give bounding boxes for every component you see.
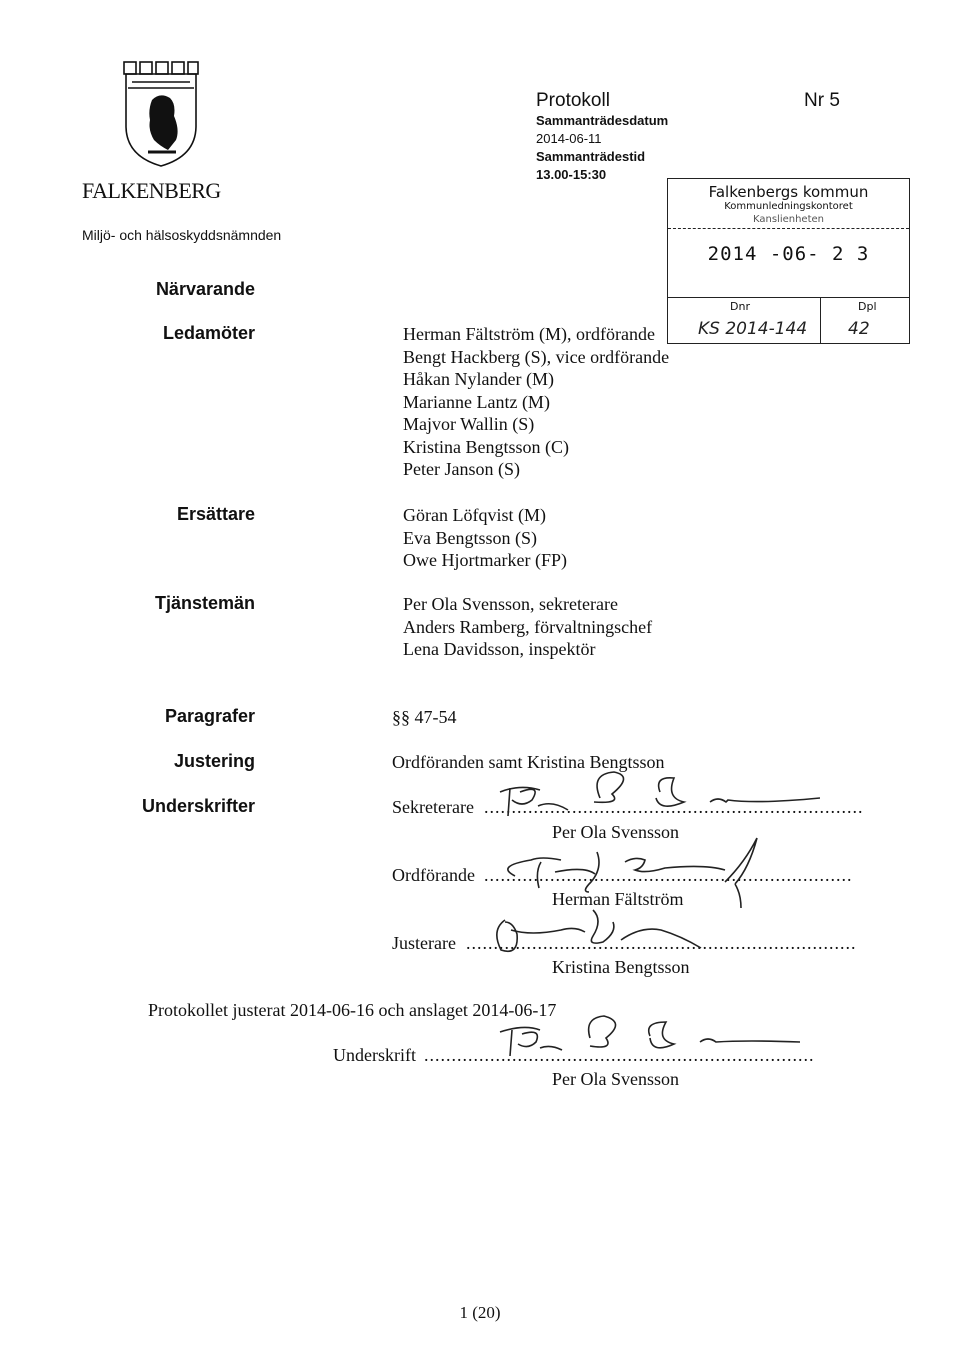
underskrift-name: Per Ola Svensson xyxy=(552,1069,679,1089)
department-name: Miljö- och hälsoskyddsnämnden xyxy=(82,227,282,243)
signature-line: ..................................................................... xyxy=(484,797,864,817)
stamp-date: 2014 -06- 2 3 xyxy=(707,243,870,265)
underskrift-label: Underskrift xyxy=(333,1045,416,1065)
substitutes-list xyxy=(403,504,567,572)
signature-line: ....................................................................... xyxy=(466,933,857,953)
stamp-dpl-label: Dpl xyxy=(858,300,877,313)
received-stamp xyxy=(667,178,910,344)
paragraphs-value: §§ 47-54 xyxy=(392,707,457,727)
adjustment-value: Ordföranden samt Kristina Bengtsson xyxy=(392,752,665,772)
stamp-dnr-label: Dnr xyxy=(730,300,750,313)
list-item: Lena Davidsson, inspektör xyxy=(403,639,596,659)
stamp-municipality: Falkenbergs kommun xyxy=(708,183,869,201)
adjuster-role: Justerare xyxy=(392,933,456,953)
list-item: Håkan Nylander (M) xyxy=(403,369,554,389)
section-present: Närvarande xyxy=(155,279,255,299)
list-item: Majvor Wallin (S) xyxy=(403,414,535,434)
adjusted-announced-line: Protokollet justerat 2014-06-16 och anslaget 2014-06-17 xyxy=(148,1000,557,1020)
page-number: 1 (20) xyxy=(459,1303,501,1322)
list-item: Kristina Bengtsson (C) xyxy=(403,436,569,457)
list-item: Herman Fältström (M), ordförande xyxy=(403,324,655,344)
section-paragraphs: Paragrafer xyxy=(164,706,255,726)
signature-line: ................................................................... xyxy=(484,865,853,885)
document-number: Nr 5 xyxy=(804,90,840,111)
section-members: Ledamöter xyxy=(162,323,255,343)
list-item: Bengt Hackberg (S), vice ordförande xyxy=(403,346,670,367)
chair-role: Ordförande xyxy=(392,865,475,885)
meeting-date-value: 2014-06-11 xyxy=(536,131,602,146)
list-item: Peter Janson (S) xyxy=(403,459,520,479)
stamp-dnr-value: KS 2014-144 xyxy=(698,319,808,339)
signature-line: ....................................................................... xyxy=(424,1045,815,1065)
list-item: Göran Löfqvist (M) xyxy=(403,505,546,525)
org-name: FALKENBERG xyxy=(82,178,221,203)
section-officials: Tjänstemän xyxy=(154,593,255,613)
adjuster-name: Kristina Bengtsson xyxy=(552,957,690,977)
list-item: Anders Ramberg, förvaltningschef xyxy=(403,616,653,637)
list-item: Marianne Lantz (M) xyxy=(403,391,550,412)
stamp-office: Kommunledningskontoret xyxy=(724,201,853,212)
section-adjustment: Justering xyxy=(173,751,255,771)
members-list xyxy=(403,323,669,481)
stamp-dpl-value: 42 xyxy=(848,319,870,339)
list-item: Per Ola Svensson, sekreterare xyxy=(403,594,618,614)
chair-name: Herman Fältström xyxy=(552,889,684,909)
officials-list xyxy=(403,593,652,661)
section-substitutes: Ersättare xyxy=(176,504,255,524)
secretary-name: Per Ola Svensson xyxy=(552,822,679,842)
section-signatures: Underskrifter xyxy=(141,796,255,816)
list-item: Owe Hjortmarker (FP) xyxy=(403,550,567,570)
list-item: Eva Bengtsson (S) xyxy=(403,527,537,548)
meeting-time-label: Sammanträdestid xyxy=(536,149,646,164)
meeting-time-value: 13.00-15:30 xyxy=(536,167,607,182)
falkenberg-crest-logo xyxy=(118,60,204,170)
meeting-date-label: Sammanträdesdatum xyxy=(536,113,669,128)
stamp-unit: Kanslienheten xyxy=(752,214,824,225)
document-title: Protokoll xyxy=(536,90,610,111)
secretary-role: Sekreterare xyxy=(392,797,474,817)
